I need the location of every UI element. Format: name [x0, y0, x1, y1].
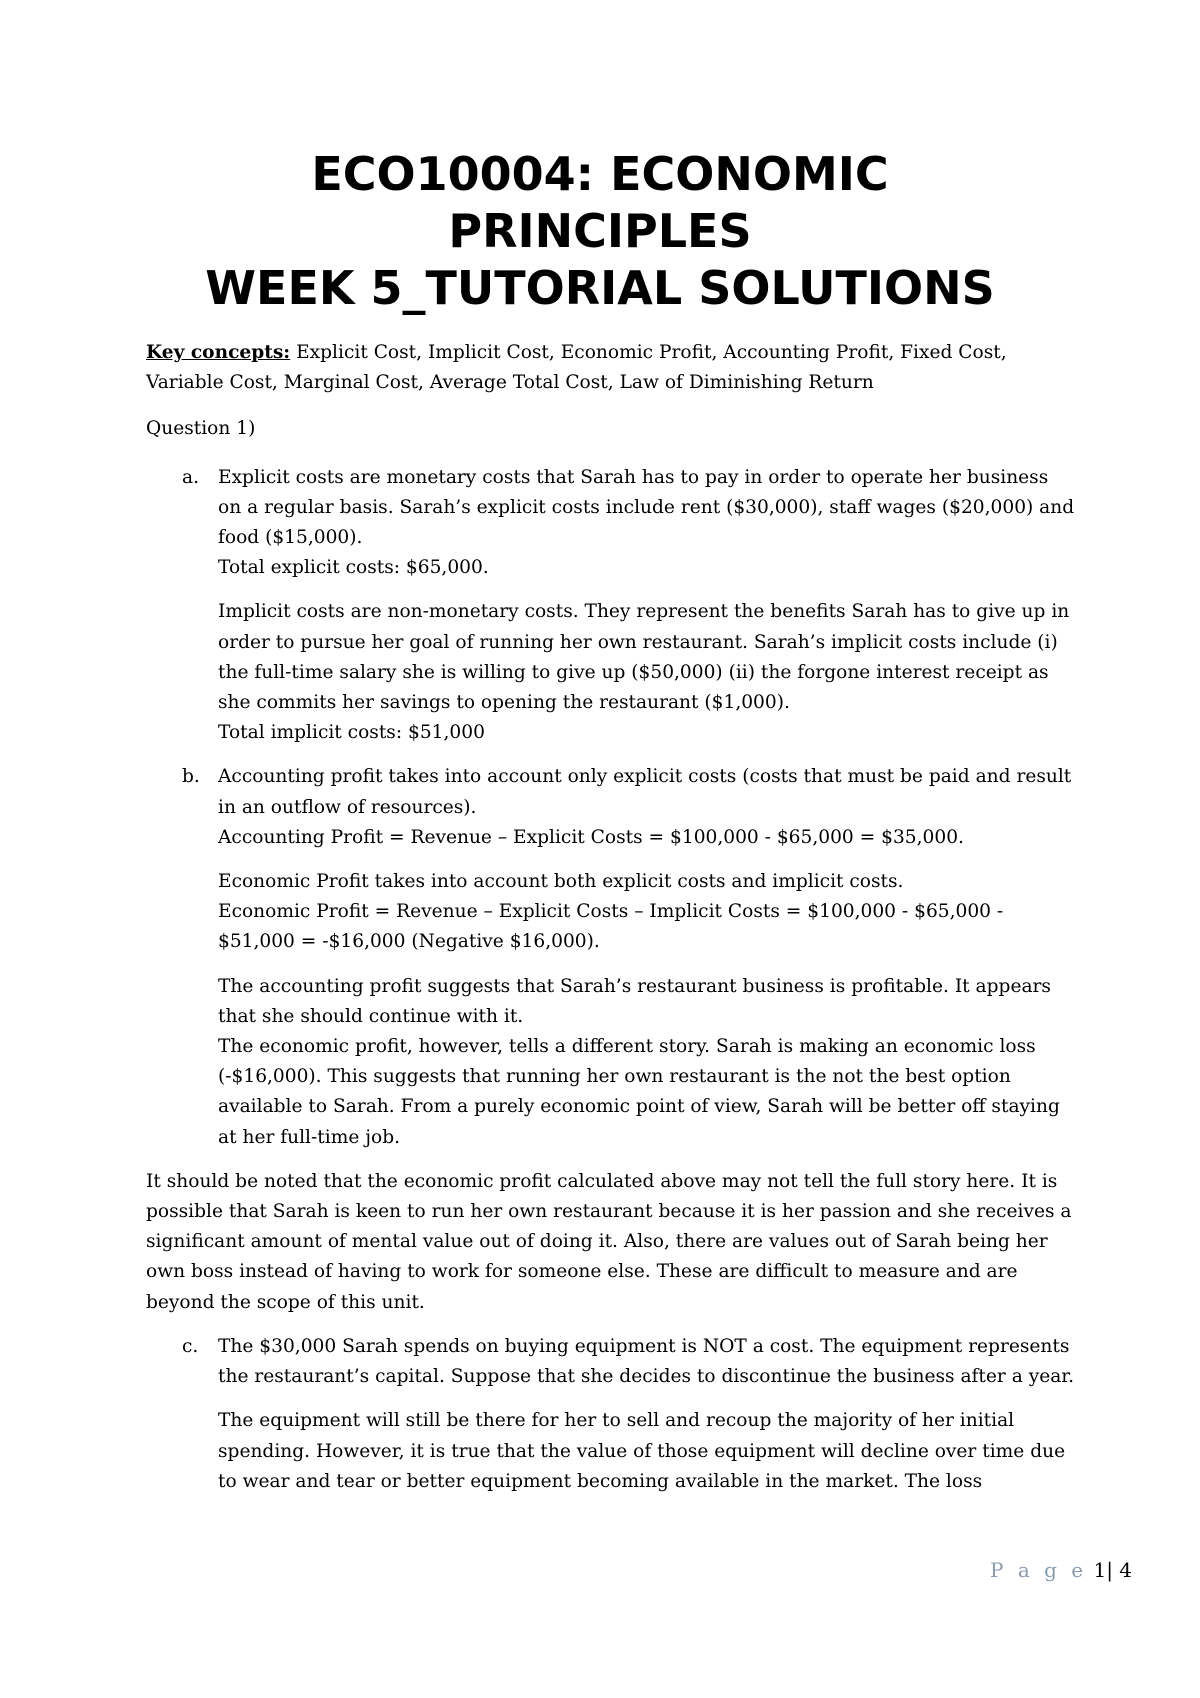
key-concepts-text: Explicit Cost, Implicit Cost, Economic Profit, Accounting Profit, Fixed Cost, Variable Cost, Marginal Cost, Average Total Cost, Law of Diminishing Return — [146, 342, 1007, 394]
title-line-1: ECO10004: ECONOMIC — [311, 147, 889, 201]
part-b-accounting-text: Accounting profit takes into account only explicit costs (costs that must be paid and result in an outflow of resources). — [218, 766, 1072, 818]
part-b-economic-formula: Economic Profit = Revenue – Explicit Costs – Implicit Costs = $100,000 - $65,000 - $51,000 = -$16,000 (Negative $16,000). — [218, 901, 1004, 953]
part-b-accounting-formula: Accounting Profit = Revenue – Explicit Costs = $100,000 - $65,000 = $35,000. — [218, 826, 964, 848]
part-b-economic-text: Economic Profit takes into account both explicit costs and implicit costs. — [218, 871, 904, 893]
title-line-2: PRINCIPLES — [448, 204, 752, 258]
note-paragraph: It should be noted that the economic profit calculated above may not tell the full story here. It is possible that Sarah is keen to run her own restaurant because it is her passion and she receives a significant amount of mental value out of doing it. Also, there are values out of Sarah being her own boss instead of having to work for someone else. These are difficult to measure and are beyond the scope of this unit. — [146, 1170, 1072, 1313]
document-body — [146, 338, 1076, 1497]
part-a-implicit-total: Total implicit costs: $51,000 — [218, 722, 485, 744]
part-c — [146, 1332, 1076, 1497]
part-c-text-2: The equipment will still be there for her to sell and recoup the majority of her initial spending. However, it is true that the value of those equipment will decline over time due to wear and tear or better equipment becoming available in the market. The loss — [218, 1410, 1066, 1492]
page-word: P a g e — [990, 1558, 1088, 1582]
part-a — [146, 463, 1076, 749]
page-total: 4 — [1119, 1558, 1133, 1582]
part-a-explicit-total: Total explicit costs: $65,000. — [218, 557, 489, 579]
title-line-3: WEEK 5_TUTORIAL SOLUTIONS — [205, 261, 995, 315]
part-b-marker: b. — [182, 766, 200, 788]
document-title — [0, 146, 1200, 317]
page-number: 1 — [1093, 1558, 1107, 1582]
key-concepts-label: Key concepts: — [146, 342, 291, 363]
part-c-text-1: The $30,000 Sarah spends on buying equipment is NOT a cost. The equipment represents the restaurant’s capital. Suppose that she decides to discontinue the business after a year. — [218, 1335, 1075, 1388]
question-label: Question 1) — [146, 418, 256, 440]
part-b — [146, 762, 1076, 1152]
page-footer — [990, 1558, 1132, 1582]
part-a-explicit-text: Explicit costs are monetary costs that Sarah has to pay in order to operate her business on a regular basis. Sarah’s explicit costs include rent ($30,000), staff wages ($20,000) and food ($15,000). — [218, 466, 1075, 549]
part-b-accounting-interpretation: The accounting profit suggests that Sarah’s restaurant business is profitable. It appears that she should continue with it. — [218, 975, 1051, 1027]
page-separator: | — [1106, 1558, 1113, 1582]
key-concepts — [146, 338, 1076, 398]
part-c-marker: c. — [182, 1335, 199, 1357]
part-b-economic-interpretation: The economic profit, however, tells a different story. Sarah is making an economic loss (-$16,000). This suggests that running her own restaurant is the not the best option available to Sarah. From a purely economic point of view, Sarah will be better off staying at her full-time job. — [218, 1036, 1060, 1148]
part-a-implicit-text: Implicit costs are non-monetary costs. They represent the benefits Sarah has to give up in order to pursue her goal of running her own restaurant. Sarah’s implicit costs include (i) the full-time salary she is willing to give up ($50,000) (ii) the forgone interest receipt as she commits her savings to opening the restaurant ($1,000). — [218, 601, 1070, 714]
part-a-marker: a. — [182, 466, 199, 488]
